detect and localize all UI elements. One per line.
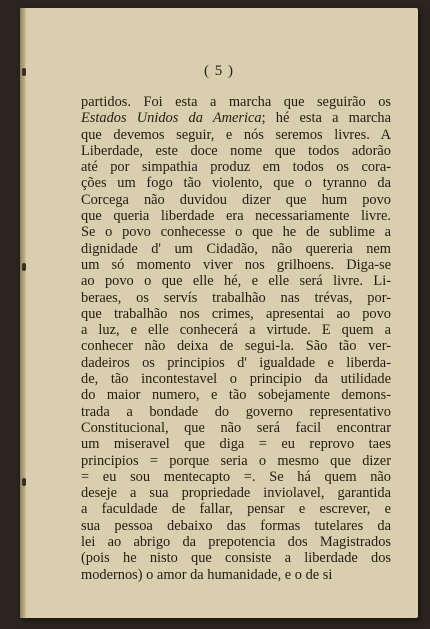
text-line: (pois he nisto que consiste a liberdade dos (81, 550, 391, 567)
text-line: dignidade d' um Cidadão, não quereria nem (81, 240, 391, 257)
text-line: Liberdade, este doce nome que todos adorão (81, 142, 391, 159)
text-line: beraes, os servís trabalhão nas trévas, por- (81, 289, 391, 306)
text-line: ções um fogo tão violento, que o tyranno da (81, 175, 391, 192)
text-line (81, 110, 391, 126)
text-line: dadeiros os principios d' igualdade e liberda- (81, 354, 391, 371)
text-line: principios = porque seria o mesmo que dizer (81, 452, 391, 469)
text-line: que devemos seguir, e nós seremos livres. A (81, 126, 391, 143)
text-line: Se o povo conhecesse o que he de sublime a (81, 224, 391, 241)
text-line: um miseravel que diga = eu reprovo taes (81, 436, 391, 453)
text-line: conhecer não deixa de segui-la. São tão ver- (81, 338, 391, 355)
text-line: modernos) o amor da humanidade, e o de si (81, 566, 333, 583)
text-line-rest: ; hé esta a marcha (261, 110, 392, 127)
text-line: a luz, e elle conhecerá a virtude. E quem a (81, 322, 391, 339)
binding-hole (22, 263, 26, 271)
text-line: que queria liberdade era necessariamente livre. (81, 208, 391, 225)
text-line: ao povo o que elle hé, e elle será livre. Li- (81, 273, 391, 290)
book-page (20, 8, 418, 618)
text-line: que trabalhão nos crimes, apresentai ao povo (81, 305, 391, 322)
text-line: deseje a sua propriedade inviolavel, garantida (81, 485, 391, 502)
text-line: lei ao abrigo da prepotencia dos Magistrados (81, 534, 391, 551)
body-text (81, 94, 391, 583)
text-line: até por simpathia produz em todos os cora- (81, 159, 391, 176)
page-gutter (20, 8, 26, 618)
text-line: trada a bondade do governo representativo (81, 403, 391, 420)
italic-phrase: Estados Unidos da America (81, 110, 262, 127)
text-line: = eu sou mentecapto =. Se há quem não (81, 468, 391, 485)
text-line: Corcega não duvidou dizer que hum povo (81, 191, 391, 208)
binding-hole (22, 478, 26, 486)
page-number: ( 5 ) (204, 63, 234, 79)
text-line: de, tão incontestavel o principio da utilidade (81, 371, 391, 388)
text-line: a faculdade de fallar, pensar e escrever, e (81, 501, 391, 518)
text-line: do maior numero, e tão sobejamente demons- (81, 387, 391, 404)
text-line: Constitucional, que não será facil encontrar (81, 419, 391, 436)
text-line: partidos. Foi esta a marcha que seguirão os (81, 94, 391, 110)
text-line: um só momento viver nos grilhoens. Diga-se (81, 256, 391, 273)
text-line: sua pessoa debaixo das formas tutelares da (81, 517, 391, 534)
